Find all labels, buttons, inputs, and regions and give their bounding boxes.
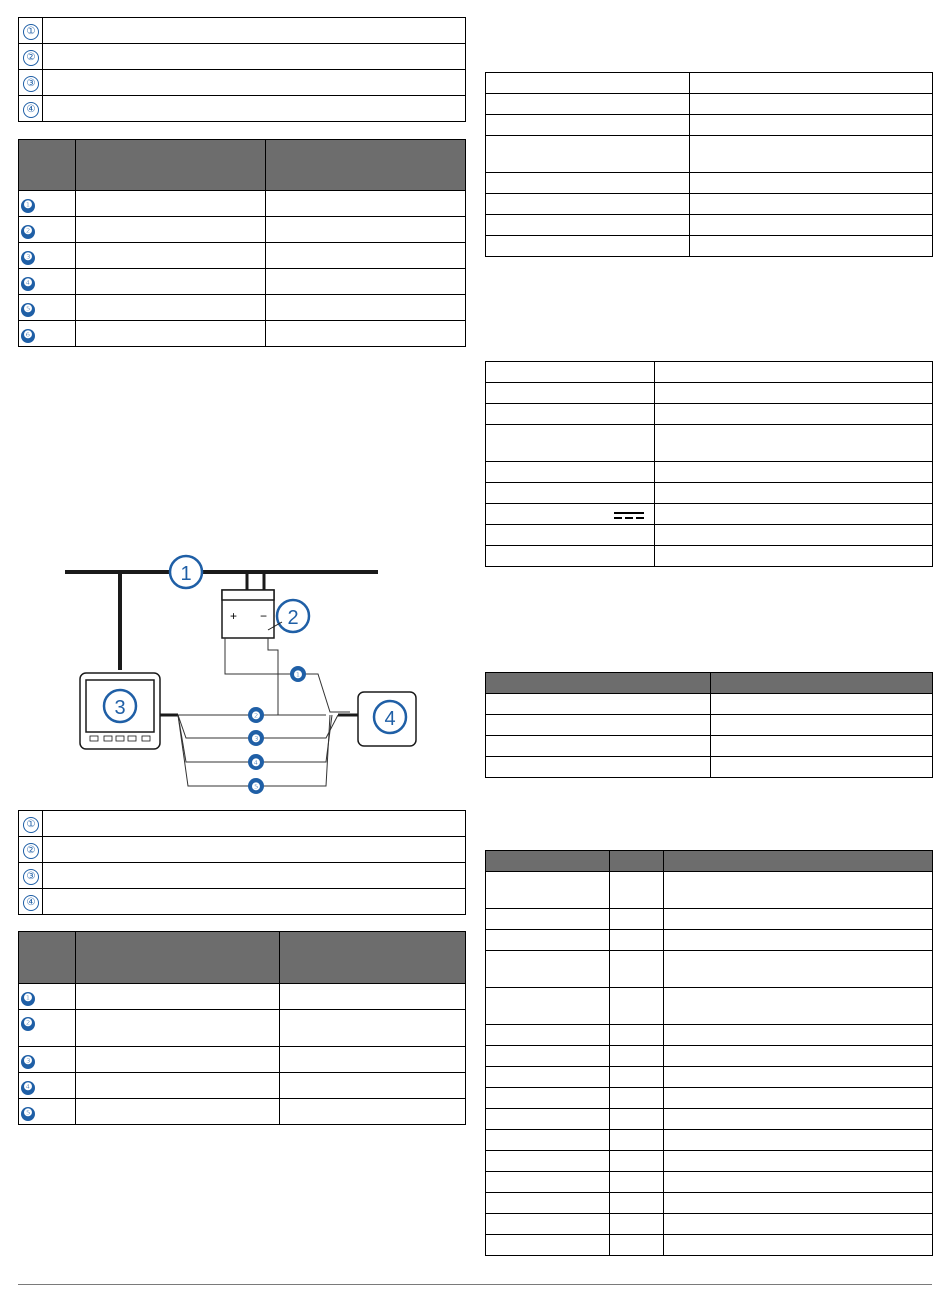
wire-marker: ❸ — [21, 1055, 35, 1069]
wire-marker: ❻ — [21, 329, 35, 343]
callout-4-label: 4 — [384, 708, 396, 730]
wire-table-2 — [18, 931, 466, 1125]
table-d — [485, 850, 933, 1256]
legend-1-number: ② — [23, 50, 39, 66]
callout-3-label: 3 — [114, 697, 126, 719]
callout-1-label: 1 — [180, 563, 192, 585]
footer-divider — [18, 1284, 932, 1285]
wire-2-label: ❷ — [251, 711, 261, 722]
wire-3-label: ❸ — [251, 734, 261, 745]
wiring-diagram — [60, 550, 396, 800]
legend-1-number: ① — [23, 24, 39, 40]
table-c — [485, 672, 933, 778]
battery-plus-label: + — [230, 609, 238, 623]
wire-1-label: ❶ — [293, 670, 303, 681]
wire-marker: ❹ — [21, 277, 35, 291]
legend-2-number: ③ — [23, 869, 39, 885]
legend-table-2 — [18, 810, 466, 915]
wire-marker: ❹ — [21, 1081, 35, 1095]
wire-4-label: ❹ — [251, 758, 261, 769]
battery-icon — [222, 590, 274, 638]
legend-2-number: ① — [23, 817, 39, 833]
legend-2-number: ② — [23, 843, 39, 859]
dc-voltage-icon — [614, 512, 644, 520]
wire-marker: ❷ — [21, 225, 35, 239]
wire-marker: ❶ — [21, 992, 35, 1006]
wire-table-1 — [18, 139, 466, 347]
wire-marker: ❺ — [21, 303, 35, 317]
spec-table-b — [485, 361, 933, 567]
callout-2-label: 2 — [287, 607, 299, 629]
spec-table-a — [485, 72, 933, 257]
wire-marker: ❸ — [21, 251, 35, 265]
wire-marker: ❺ — [21, 1107, 35, 1121]
wire-marker: ❶ — [21, 199, 35, 213]
wire-5-label: ❺ — [251, 782, 261, 793]
legend-1-number: ④ — [23, 102, 39, 118]
legend-1-number: ③ — [23, 76, 39, 92]
legend-table-1 — [18, 17, 466, 122]
legend-2-number: ④ — [23, 895, 39, 911]
battery-minus-label: − — [260, 609, 268, 623]
wire-marker: ❷ — [21, 1017, 35, 1031]
